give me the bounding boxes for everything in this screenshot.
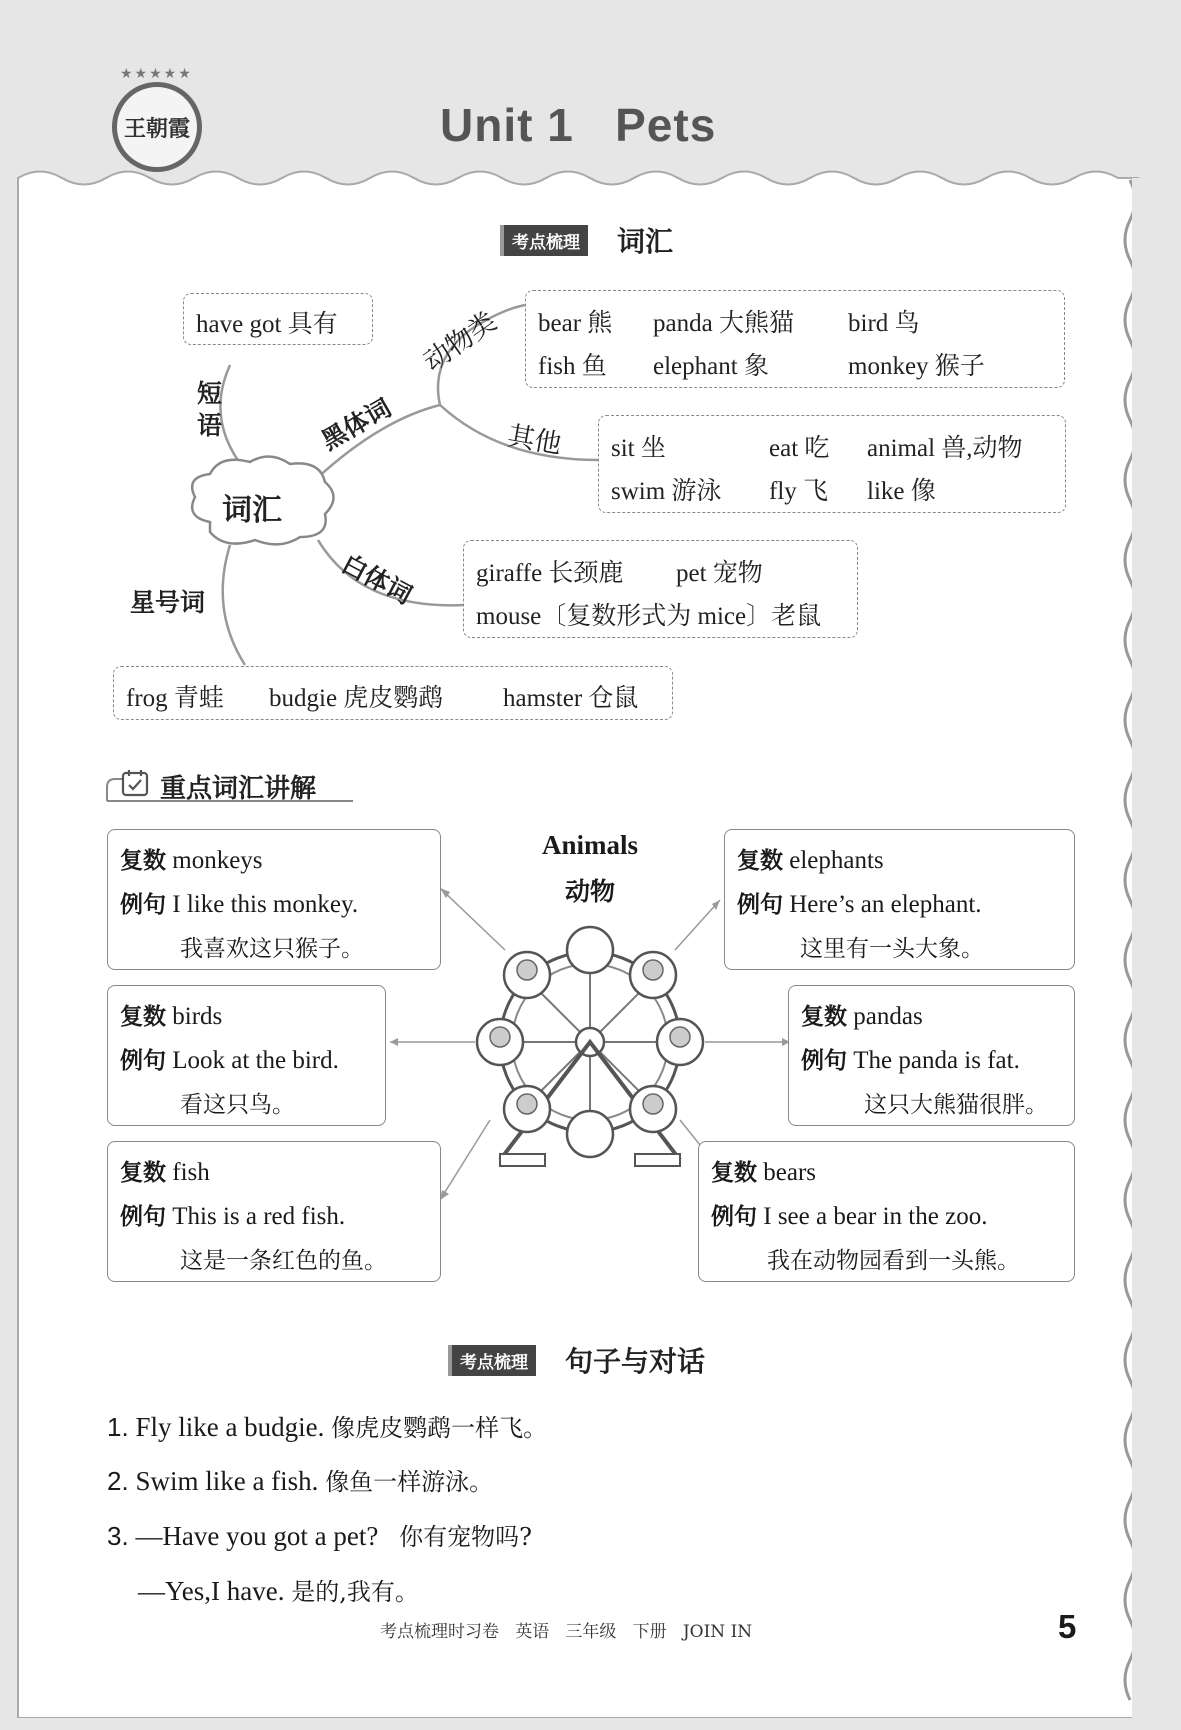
vocab-item: swim 游泳 — [611, 478, 722, 505]
branch-label-phrases: 短语 — [197, 379, 223, 440]
vocab-card-monkey — [107, 829, 441, 970]
example-sentence: I like this monkey. — [172, 891, 359, 918]
example-label: 例句 — [120, 1048, 166, 1074]
vocab-card-bear — [698, 1141, 1075, 1282]
vocab-card-panda — [788, 985, 1075, 1126]
vocab-card-fish — [107, 1141, 441, 1282]
vocab-item: elephant 象 — [653, 353, 769, 380]
section-heading-vocab: 词汇 — [617, 225, 674, 258]
vocab-item: animal 兽,动物 — [867, 435, 1023, 462]
sentence-en: Fly like a budgie. — [135, 1412, 325, 1442]
plural-form: elephants — [789, 847, 884, 874]
vocab-item: fly 飞 — [769, 478, 829, 505]
key-vocab-heading: 重点词汇讲解 — [160, 774, 317, 804]
example-label: 例句 — [737, 892, 783, 918]
section-heading-sentences: 句子与对话 — [565, 1345, 706, 1378]
logo-text: 王朝霞 — [123, 116, 190, 142]
calendar-icon — [120, 768, 150, 798]
branch-label-plain: 白体词 — [336, 548, 417, 610]
sentence-item — [107, 1462, 493, 1497]
example-translation: 我喜欢这只猴子。 — [180, 936, 364, 961]
sentence-number: 2. — [107, 1466, 129, 1496]
vocab-item: bear 熊 — [538, 310, 613, 337]
plural-label: 复数 — [801, 1004, 847, 1030]
vocab-item: eat 吃 — [769, 435, 830, 462]
plural-form: fish — [172, 1159, 210, 1186]
sentence-number: 3. — [107, 1521, 129, 1551]
plural-label: 复数 — [737, 848, 783, 874]
vocab-item: sit 坐 — [611, 435, 666, 462]
dialogue-question-en: —Have you got a pet? — [135, 1521, 379, 1551]
branch-label-bold: 黑体词 — [316, 392, 396, 456]
example-label: 例句 — [120, 1204, 166, 1230]
example-translation: 这只大熊猫很胖。 — [864, 1092, 1048, 1117]
example-translation: 我在动物园看到一头熊。 — [767, 1248, 1020, 1273]
animals-title-cn: 动物 — [565, 877, 616, 906]
example-label: 例句 — [801, 1048, 847, 1074]
branch-label-star: 星号词 — [130, 588, 206, 617]
plural-form: bears — [763, 1159, 816, 1186]
dialogue-question-cn: 你有宠物吗? — [399, 1523, 532, 1551]
vocab-item: pet 宠物 — [676, 560, 763, 587]
page-number: 5 — [1058, 1608, 1077, 1645]
sentence-cn: 像鱼一样游泳。 — [325, 1468, 494, 1496]
plural-label: 复数 — [711, 1160, 757, 1186]
sentence-item — [107, 1408, 547, 1443]
sentence-cn: 像虎皮鹦鹉一样飞。 — [331, 1414, 548, 1442]
example-sentence: Look at the bird. — [172, 1047, 339, 1074]
dialogue-item — [138, 1572, 419, 1607]
example-label: 例句 — [711, 1204, 757, 1230]
section-tag: 考点梳理 — [500, 225, 588, 256]
animals-box — [525, 290, 1065, 388]
page-title: Unit 1 Pets — [440, 99, 717, 151]
example-translation: 看这只鸟。 — [180, 1092, 295, 1117]
vocab-card-bird — [107, 985, 386, 1126]
vocab-item: hamster 仓鼠 — [503, 685, 639, 712]
example-translation: 这里有一头大象。 — [800, 936, 984, 961]
dialogue-item — [107, 1517, 532, 1552]
example-sentence: The panda is fat. — [853, 1047, 1020, 1074]
sentence-en: Swim like a fish. — [135, 1466, 319, 1496]
vocab-item: budgie 虎皮鹦鹉 — [269, 685, 444, 712]
vocab-item: monkey 猴子 — [848, 353, 985, 380]
vocab-item: like 像 — [867, 478, 936, 505]
example-label: 例句 — [120, 892, 166, 918]
footer-text: 考点梳理时习卷 英语 三年级 下册 JOIN IN — [380, 1622, 753, 1642]
sentence-number: 1. — [107, 1412, 129, 1442]
mindmap-center: 词汇 — [222, 493, 282, 528]
vocab-item: frog 青蛙 — [126, 685, 224, 712]
vocab-item: fish 鱼 — [538, 353, 607, 380]
plural-label: 复数 — [120, 1004, 166, 1030]
example-sentence: This is a red fish. — [172, 1203, 346, 1230]
branch-label-animals: 动物类 — [418, 306, 503, 378]
branch-label-other: 其他 — [505, 420, 564, 461]
section-tag: 考点梳理 — [448, 1345, 536, 1376]
plural-label: 复数 — [120, 1160, 166, 1186]
plural-form: birds — [172, 1003, 223, 1030]
dialogue-answer-en: —Yes,I have. — [138, 1576, 285, 1606]
example-sentence: I see a bear in the zoo. — [763, 1203, 988, 1230]
logo-stars: ★★★★★ — [120, 66, 193, 82]
vocab-item: giraffe 长颈鹿 — [476, 560, 624, 587]
star-words-box — [113, 666, 673, 720]
vocab-item: panda 大熊猫 — [653, 310, 794, 337]
plural-form: monkeys — [172, 847, 263, 874]
animals-title-en: Animals — [542, 830, 639, 860]
example-translation: 这是一条红色的鱼。 — [180, 1248, 387, 1273]
vocab-item: bird 鸟 — [848, 310, 920, 337]
vocab-item: mouse〔复数形式为 mice〕老鼠 — [476, 603, 822, 630]
plural-form: pandas — [853, 1003, 923, 1030]
vocab-card-elephant — [724, 829, 1075, 970]
plain-words-box — [463, 540, 858, 638]
others-box — [598, 415, 1066, 513]
example-sentence: Here’s an elephant. — [789, 891, 982, 918]
phrase-item: have got 具有 — [196, 311, 338, 338]
phrases-box — [183, 293, 373, 345]
dialogue-answer-cn: 是的,我有。 — [291, 1578, 419, 1606]
plural-label: 复数 — [120, 848, 166, 874]
